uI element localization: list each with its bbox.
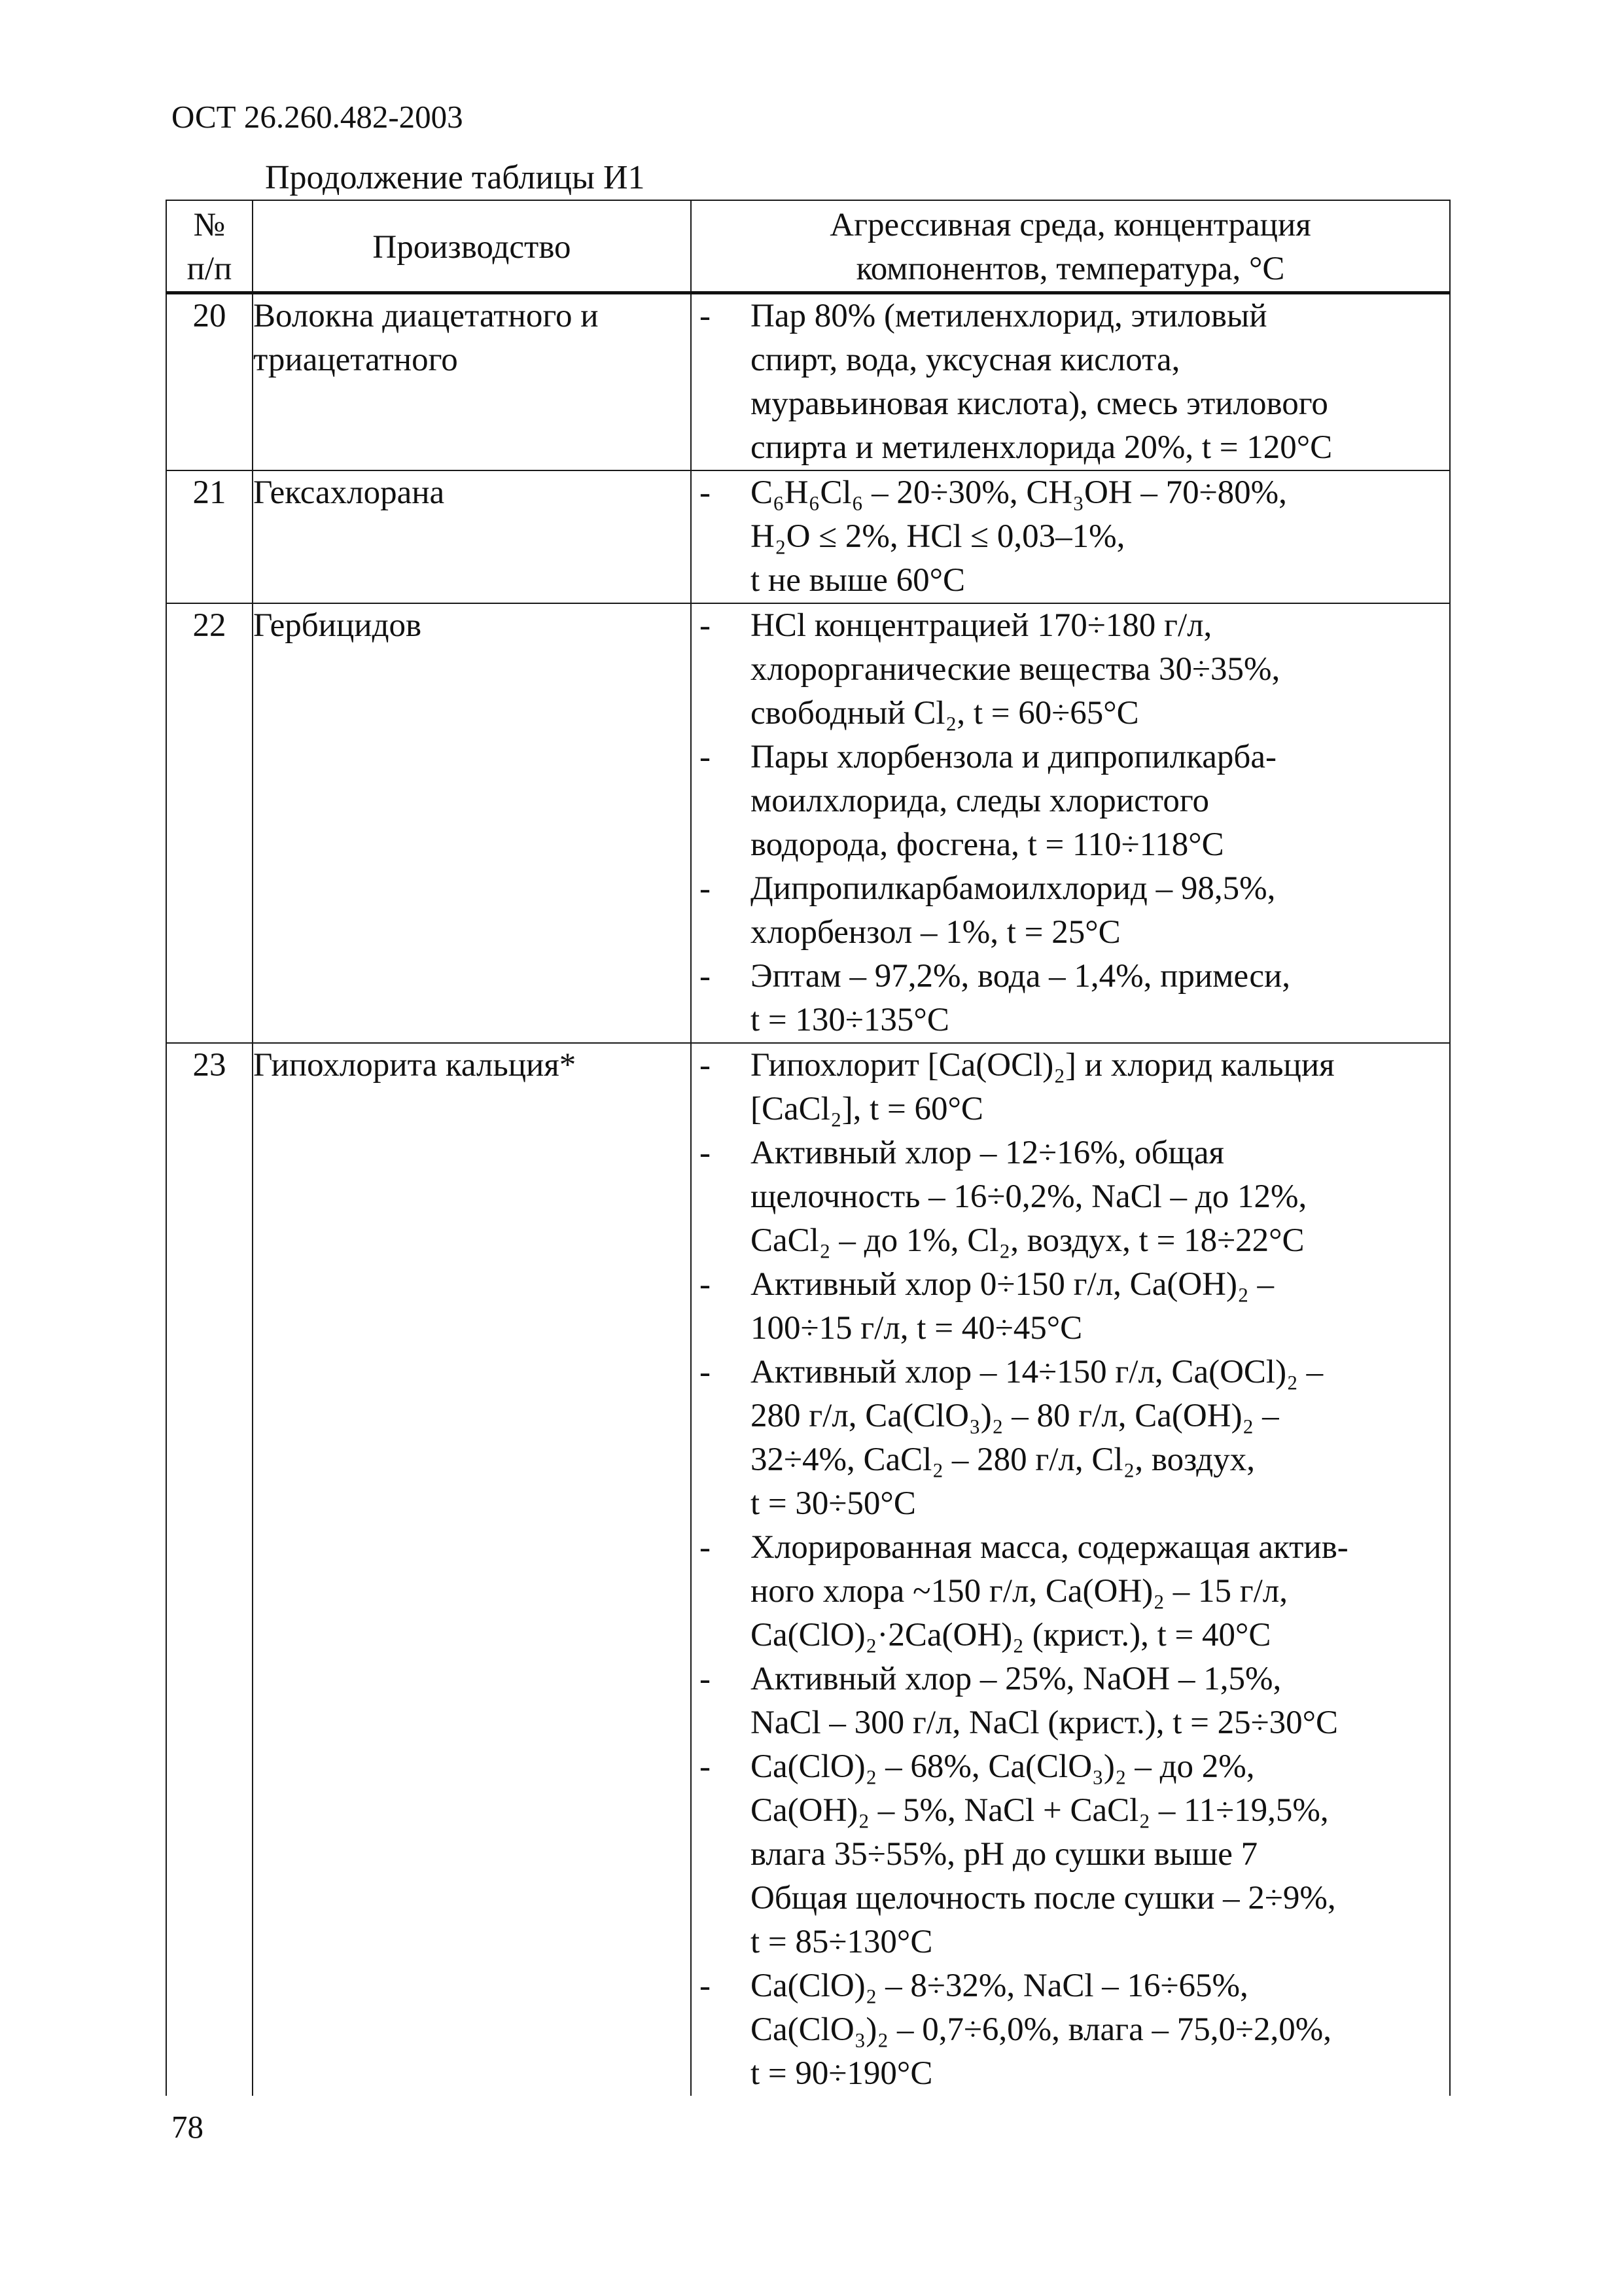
media-table — [166, 200, 1451, 2096]
list-dash: - — [699, 1266, 711, 1303]
list-dash: - — [699, 739, 711, 775]
list-dash: - — [699, 1529, 711, 1566]
item-line: Ca(OH)₂ – 5%, NaCl + CaCl₂ – 11÷19,5%, — [750, 1792, 1329, 1829]
list-dash: - — [699, 1047, 711, 1084]
list-dash: - — [699, 474, 711, 511]
item-line: Пар 80% (метиленхлорид, этиловый — [750, 298, 1267, 334]
item-line: хлорбензол – 1%, t = 25°С — [750, 914, 1121, 951]
item-line: t = 90÷190°С — [750, 2055, 933, 2092]
production-line: Гербицидов — [253, 607, 422, 644]
environment-item — [692, 1964, 1449, 2096]
item-line: Эптам – 97,2%, вода – 1,4%, примеси, — [750, 958, 1291, 995]
item-line: Ca(ClO)₂ – 8÷32%, NaCl – 16÷65%, — [750, 1968, 1248, 2004]
header-num-line1: № — [193, 207, 226, 243]
page-number: 78 — [171, 2109, 203, 2145]
row-number: 20 — [166, 293, 253, 471]
table-header-row — [166, 200, 1450, 293]
production-line: триацетатного — [253, 342, 458, 378]
environment-item — [692, 867, 1449, 955]
production-line: Гипохлорита кальция* — [253, 1047, 576, 1084]
item-line: ного хлора ~150 г/л, Ca(OH)₂ – 15 г/л, — [750, 1573, 1288, 1610]
item-line: NaCl – 300 г/л, NaCl (крист.), t = 25÷30°С — [750, 1704, 1339, 1741]
production-cell — [253, 603, 691, 1043]
environment-item — [692, 1351, 1449, 1526]
continuation-note — [692, 1877, 1449, 1964]
environment-item — [692, 1657, 1449, 1745]
header-production-text: Производство — [372, 228, 571, 266]
document-code: ОСТ 26.260.482-2003 — [171, 99, 463, 135]
item-line: Дипропилкарбамоилхлорид – 98,5%, — [750, 870, 1276, 907]
item-line: Активный хлор – 14÷150 г/л, Ca(OCl)₂ – — [750, 1354, 1324, 1390]
header-num-line2: п/п — [186, 251, 232, 287]
row-number: 21 — [166, 470, 253, 603]
production-line: Гексахлорана — [253, 474, 445, 511]
table-row — [166, 603, 1450, 1043]
list-dash: - — [699, 1135, 711, 1171]
environment-cell — [691, 603, 1450, 1043]
item-line: водорода, фосгена, t = 110÷118°С — [750, 826, 1224, 863]
list-dash: - — [699, 1748, 711, 1785]
item-line: влага 35÷55%, pH до сушки выше 7 — [750, 1836, 1258, 1873]
item-line: t = 130÷135°С — [750, 1002, 949, 1038]
environment-cell — [691, 1043, 1450, 2096]
item-line: Активный хлор – 25%, NaOH – 1,5%, — [750, 1661, 1282, 1697]
environment-item — [692, 735, 1449, 867]
table-caption: Продолжение таблицы И1 — [265, 159, 645, 196]
table-row — [166, 470, 1450, 603]
item-line: 280 г/л, Ca(ClO₃)₂ – 80 г/л, Ca(OH)₂ – — [750, 1398, 1279, 1434]
item-line: 100÷15 г/л, t = 40÷45°С — [750, 1310, 1083, 1347]
list-dash: - — [699, 1968, 711, 2004]
environment-item — [692, 1131, 1449, 1263]
note-line: Общая щелочность после сушки – 2÷9%, — [750, 1880, 1336, 1916]
header-environment — [691, 200, 1450, 293]
environment-item — [692, 1745, 1449, 1877]
item-line: t = 30÷50°С — [750, 1485, 916, 1522]
item-line: Гипохлорит [Ca(OCl)₂] и хлорид кальция — [750, 1047, 1335, 1084]
list-dash: - — [699, 607, 711, 644]
header-environment-line2: компонентов, температура, °С — [856, 251, 1285, 287]
environment-item — [692, 471, 1449, 603]
environment-item — [692, 604, 1449, 735]
table-row — [166, 1043, 1450, 2096]
environment-item — [692, 955, 1449, 1042]
production-line: Волокна диацетатного и — [253, 298, 599, 334]
environment-item — [692, 1526, 1449, 1657]
environment-item — [692, 1263, 1449, 1351]
list-dash: - — [699, 870, 711, 907]
production-cell — [253, 470, 691, 603]
header-production — [253, 200, 691, 293]
item-line: C₆H₆Cl₆ – 20÷30%, CH₃OH – 70÷80%, — [750, 474, 1287, 511]
environment-cell — [691, 470, 1450, 603]
row-number: 23 — [166, 1043, 253, 2096]
item-line: спирта и метиленхлорида 20%, t = 120°С — [750, 429, 1333, 466]
production-cell — [253, 293, 691, 471]
item-line: HCl концентрацией 170÷180 г/л, — [750, 607, 1212, 644]
item-line: CaCl₂ – до 1%, Cl₂, воздух, t = 18÷22°С — [750, 1222, 1305, 1259]
row-number: 22 — [166, 603, 253, 1043]
item-line: хлорорганические вещества 30÷35%, — [750, 651, 1280, 688]
header-environment-line1: Агрессивная среда, концентрация — [830, 207, 1311, 243]
environment-cell — [691, 293, 1450, 471]
note-line: t = 85÷130°С — [750, 1924, 933, 1960]
item-line: Пары хлорбензола и дипропилкарба- — [750, 739, 1277, 775]
item-line: H₂O ≤ 2%, HCl ≤ 0,03–1%, — [750, 518, 1125, 555]
item-line: щелочность – 16÷0,2%, NaCl – до 12%, — [750, 1178, 1307, 1215]
item-line: Ca(ClO)₂·2Ca(OH)₂ (крист.), t = 40°С — [750, 1617, 1271, 1653]
environment-item — [692, 1044, 1449, 1131]
item-line: спирт, вода, уксусная кислота, — [750, 342, 1180, 378]
list-dash: - — [699, 1661, 711, 1697]
table-row — [166, 293, 1450, 471]
item-line: 32÷4%, CaCl₂ – 280 г/л, Cl₂, воздух, — [750, 1441, 1256, 1478]
item-line: t не выше 60°С — [750, 562, 966, 599]
item-line: Хлорированная масса, содержащая актив- — [750, 1529, 1349, 1566]
item-line: муравьиновая кислота), смесь этилового — [750, 385, 1328, 422]
item-line: Активный хлор 0÷150 г/л, Ca(OH)₂ – — [750, 1266, 1274, 1303]
list-dash: - — [699, 958, 711, 995]
list-dash: - — [699, 298, 711, 334]
environment-item — [692, 294, 1449, 470]
item-line: Ca(ClO₃)₂ – 0,7÷6,0%, влага – 75,0÷2,0%, — [750, 2011, 1331, 2048]
header-num — [166, 200, 253, 293]
item-line: [CaCl₂], t = 60°С — [750, 1091, 983, 1127]
item-line: Ca(ClO)₂ – 68%, Ca(ClO₃)₂ – до 2%, — [750, 1748, 1255, 1785]
item-line: свободный Cl₂, t = 60÷65°С — [750, 695, 1139, 732]
production-cell — [253, 1043, 691, 2096]
item-line: Активный хлор – 12÷16%, общая — [750, 1135, 1224, 1171]
item-line: моилхлорида, следы хлористого — [750, 783, 1210, 819]
list-dash: - — [699, 1354, 711, 1390]
